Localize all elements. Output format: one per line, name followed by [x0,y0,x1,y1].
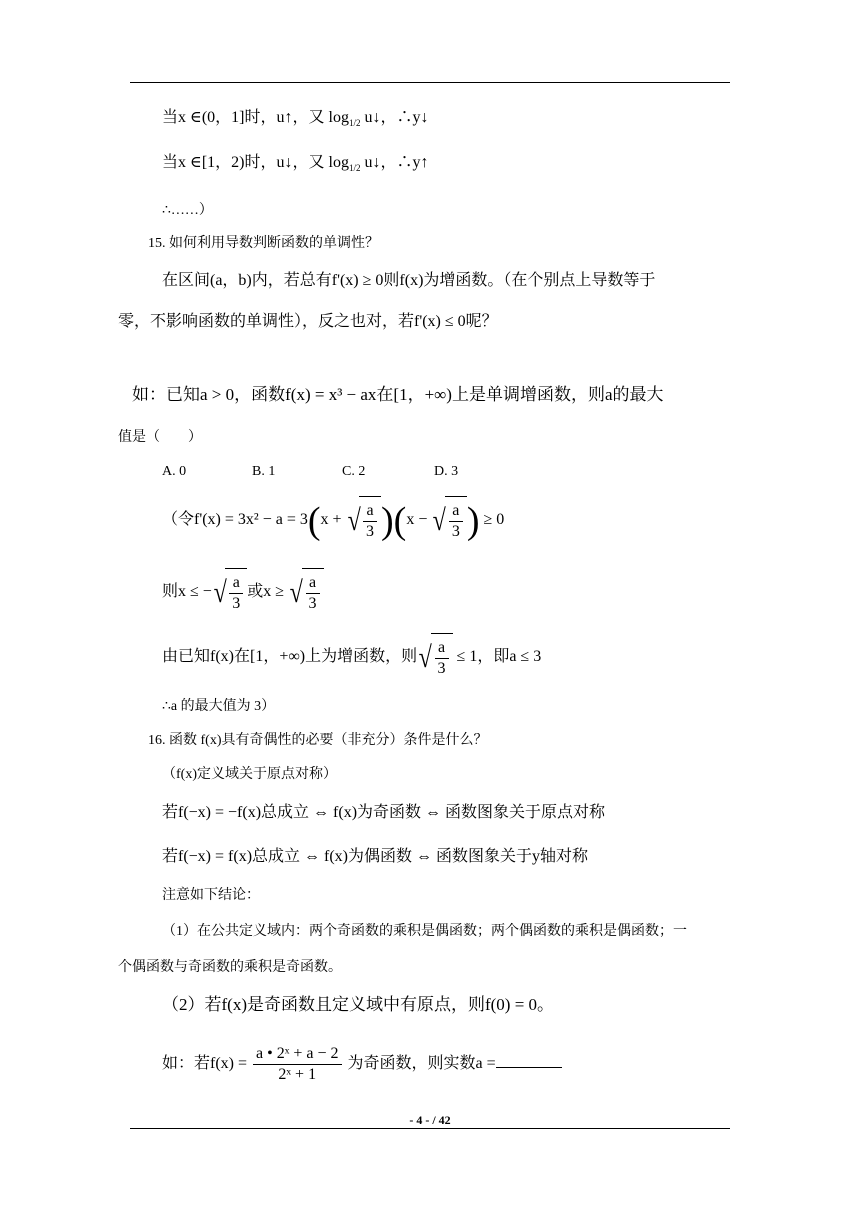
paragraph: 在区间(a，b)内，若总有f'(x) ≥ 0则f(x)为增函数。（在个别点上导数等于 [162,272,656,289]
text-line: 当x ∈[1，2)时，u↓，又 $\log_{1/2}$ u↓，∴y↑ [162,154,429,174]
solution-answer: ∴a 的最大值为 3） [162,699,276,714]
even-rule: 若f(−x) = f(x)总成立 ⇔ f(x)为偶函数 ⇔ 函数图象关于y轴对称 [162,848,589,865]
note-title: 注意如下结论： [162,888,260,903]
log-base: 1/2 [348,163,361,174]
option-a: A. 0 [162,464,187,479]
example-odd-function: 如：若f(x) = $\frac{\text{a • 2ˣ + a − 2}}{\text{2ˣ + 1}}$ 为奇函数，则实数a = [162,1040,562,1088]
option-d: D. 3 [434,464,459,479]
paragraph: 零，不影响函数的单调性），反之也对，若f'(x) ≤ 0呢？ [118,313,498,330]
odd-rule: 若f(−x) = −f(x)总成立 ⇔ f(x)为奇函数 ⇔ 函数图象关于原点对称 [162,804,606,821]
solution-conclusion: 由已知f(x)在[1，+∞)上为增函数，则√ $\frac{a}{3}$ ≤ 1，即a ≤ 3 [162,633,541,682]
option-b: B. 1 [252,464,276,479]
solution-roots: 则x ≤ −√ $\frac{a}{3}$ 或x ≥ √ $\frac{a}{3}$ [162,568,324,617]
hint: （f(x)定义域关于原点对称） [162,767,337,782]
header-rule [130,82,730,83]
footer-rule [130,1128,730,1129]
note-item-1: （1）在公共定义域内：两个奇函数的乘积是偶函数；两个偶函数的乘积是偶函数；一 [162,924,687,939]
text-line: 当x ∈(0，1]时，u↑，又 $\log_{1/2}$ u↓，∴y↓ [162,109,429,129]
note-item-1-cont: 个偶函数与奇函数的乘积是奇函数。 [118,960,342,975]
example: 如：已知a > 0，函数f(x) = x³ − ax在[1，+∞)上是单调增函数，则a的最大 [132,385,664,404]
question-title: 15. 如何利用导数判断函数的单调性？ [148,236,379,251]
text-line: ∴……） [162,203,213,218]
solution-derivative: （令f'(x) = 3x² − a = 3(x + √ $\frac{a}{3}$ )(x − √ $\frac{a}{3}$ ) ≥ 0 [162,496,504,545]
note-item-2: （2）若f(x)是奇函数且定义域中有原点，则f(0) = 0。 [162,995,555,1014]
example: 值是（ ） [118,430,202,445]
answer-blank [496,1053,562,1068]
option-c: C. 2 [342,464,366,479]
log-base: 1/2 [348,118,361,129]
page-number: - 4 - / 42 [409,1113,451,1127]
question-title: 16. 函数 f(x)具有奇偶性的必要（非充分）条件是什么？ [148,733,488,748]
